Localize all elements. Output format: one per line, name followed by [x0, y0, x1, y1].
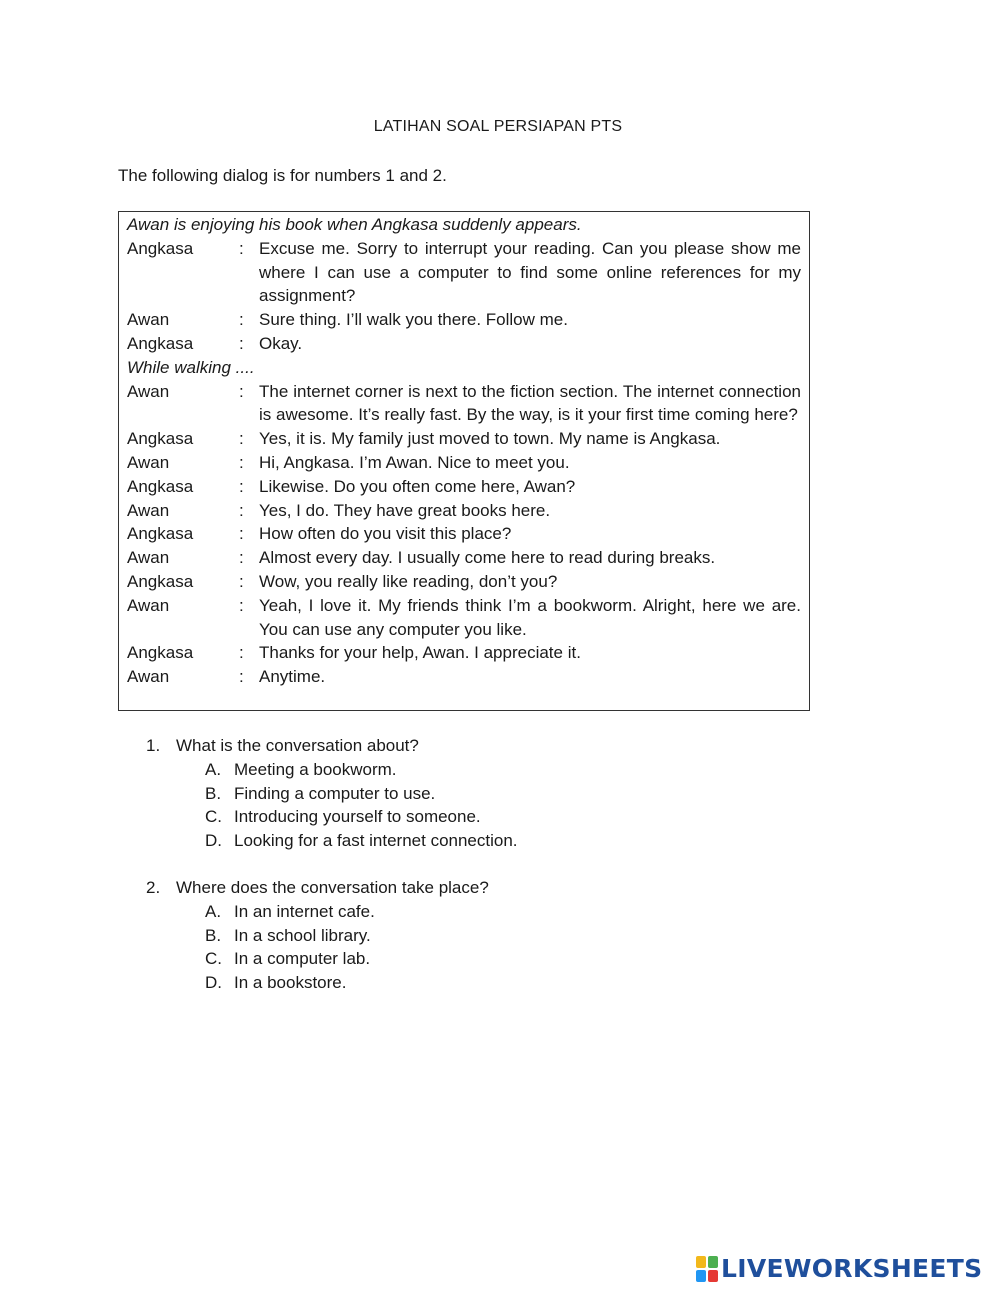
speaker-name: Angkasa [127, 333, 194, 353]
option-letter: B. [205, 783, 222, 803]
liveworksheets-logo [696, 1254, 982, 1283]
speaker-colon: : [239, 548, 244, 568]
dialog-text: Yeah, I love it. My friends think I’m a bookworm. Alright, here we are. You can use any computer you like. [259, 595, 801, 639]
answer-option[interactable] [146, 805, 518, 829]
dialog-narration: Awan is enjoying his book when Angkasa suddenly appears. [127, 215, 582, 234]
answer-option[interactable] [146, 758, 518, 782]
option-text: Introducing yourself to someone. [234, 807, 481, 827]
dialog-line [127, 451, 801, 475]
question-text: Where does the conversation take place? [176, 877, 489, 897]
speaker-name: Angkasa [127, 643, 194, 663]
option-letter: C. [205, 949, 222, 969]
logo-square-icon [696, 1270, 706, 1282]
speaker-name: Awan [127, 595, 170, 615]
option-text: Looking for a fast internet connection. [234, 831, 518, 851]
dialog-box [118, 211, 810, 711]
logo-mark-icon [696, 1256, 718, 1282]
answer-option[interactable] [146, 971, 518, 995]
option-letter: B. [205, 925, 222, 945]
dialog-text: Sure thing. I’ll walk you there. Follow me. [259, 310, 568, 330]
dialog-line [127, 570, 801, 594]
speaker-name: Awan [127, 310, 170, 330]
logo-text: LIVEWORKSHEETS [721, 1254, 983, 1283]
option-letter: C. [205, 807, 222, 827]
option-text: Meeting a bookworm. [234, 759, 397, 779]
answer-option[interactable] [146, 782, 518, 806]
question [146, 734, 518, 853]
dialog-text: Thanks for your help, Awan. I appreciate it. [259, 643, 581, 663]
dialog-text: Yes, I do. They have great books here. [259, 500, 551, 520]
dialog-line [127, 546, 801, 570]
speaker-name: Angkasa [127, 429, 194, 449]
option-text: In a bookstore. [234, 973, 347, 993]
dialog-line [127, 475, 801, 499]
speaker-colon: : [239, 524, 244, 544]
option-text: In an internet cafe. [234, 901, 375, 921]
speaker-name: Awan [127, 500, 170, 520]
speaker-colon: : [239, 381, 244, 401]
question-number: 2. [146, 877, 161, 897]
question-list [146, 734, 518, 1018]
option-text: In a computer lab. [234, 949, 371, 969]
speaker-name: Angkasa [127, 571, 194, 591]
page-title: LATIHAN SOAL PERSIAPAN PTS [373, 118, 623, 135]
option-letter: A. [205, 901, 222, 921]
dialog-text: Almost every day. I usually come here to read during breaks. [259, 548, 716, 568]
dialog-text: Wow, you really like reading, don’t you? [259, 571, 558, 591]
speaker-colon: : [239, 452, 244, 472]
dialog-text: Okay. [259, 333, 303, 353]
dialog-line [127, 499, 801, 523]
dialog-line [127, 308, 801, 332]
dialog-line [127, 594, 801, 642]
question-stem [146, 734, 518, 758]
dialog-text: Yes, it is. My family just moved to town. My name is Angkasa. [259, 429, 721, 449]
answer-option[interactable] [146, 947, 518, 971]
dialog-text: Likewise. Do you often come here, Awan? [259, 476, 576, 496]
speaker-colon: : [239, 595, 244, 615]
answer-option[interactable] [146, 924, 518, 948]
question-text: What is the conversation about? [176, 736, 419, 755]
option-letter: D. [205, 831, 222, 851]
dialog-text: Hi, Angkasa. I’m Awan. Nice to meet you. [259, 452, 570, 472]
speaker-name: Awan [127, 452, 170, 472]
speaker-colon: : [239, 667, 244, 687]
speaker-colon: : [239, 500, 244, 520]
speaker-colon: : [239, 333, 244, 353]
dialog-line [127, 380, 801, 428]
speaker-name: Awan [127, 667, 170, 687]
option-text: Finding a computer to use. [234, 783, 436, 803]
speaker-colon: : [239, 429, 244, 449]
dialog-line [127, 427, 801, 451]
logo-square-icon [696, 1256, 706, 1268]
dialog-text: Anytime. [259, 667, 326, 687]
dialog-text: How often do you visit this place? [259, 524, 512, 544]
dialog-line [127, 237, 801, 308]
speaker-name: Awan [127, 548, 170, 568]
speaker-colon: : [239, 476, 244, 496]
speaker-name: Angkasa [127, 476, 194, 496]
speaker-colon: : [239, 238, 244, 258]
dialog-line [127, 522, 801, 546]
dialog-line [127, 641, 801, 665]
dialog-text: The internet corner is next to the fiction section. The internet connection is awesome. It’s really fast. By the way, is it your first time coming here? [259, 381, 801, 425]
speaker-name: Angkasa [127, 524, 194, 544]
dialog-text: Excuse me. Sorry to interrupt your reading. Can you please show me where I can use a computer to find some online references for my assignment? [259, 238, 801, 306]
answer-option[interactable] [146, 900, 518, 924]
dialog-line [127, 665, 801, 689]
dialog-line [127, 332, 801, 356]
speaker-name: Awan [127, 381, 170, 401]
logo-square-icon [708, 1256, 718, 1268]
answer-option[interactable] [146, 829, 518, 853]
speaker-colon: : [239, 571, 244, 591]
speaker-name: Angkasa [127, 238, 194, 258]
speaker-colon: : [239, 310, 244, 330]
question-number: 1. [146, 736, 161, 755]
dialog-intro: The following dialog is for numbers 1 and 2. [118, 166, 447, 185]
option-letter: D. [205, 973, 222, 993]
logo-square-icon [708, 1270, 718, 1282]
question-stem [146, 876, 518, 900]
option-letter: A. [205, 759, 222, 779]
dialog-narration: While walking .... [127, 357, 255, 377]
option-text: In a school library. [234, 925, 371, 945]
question [146, 876, 518, 995]
speaker-colon: : [239, 643, 244, 663]
